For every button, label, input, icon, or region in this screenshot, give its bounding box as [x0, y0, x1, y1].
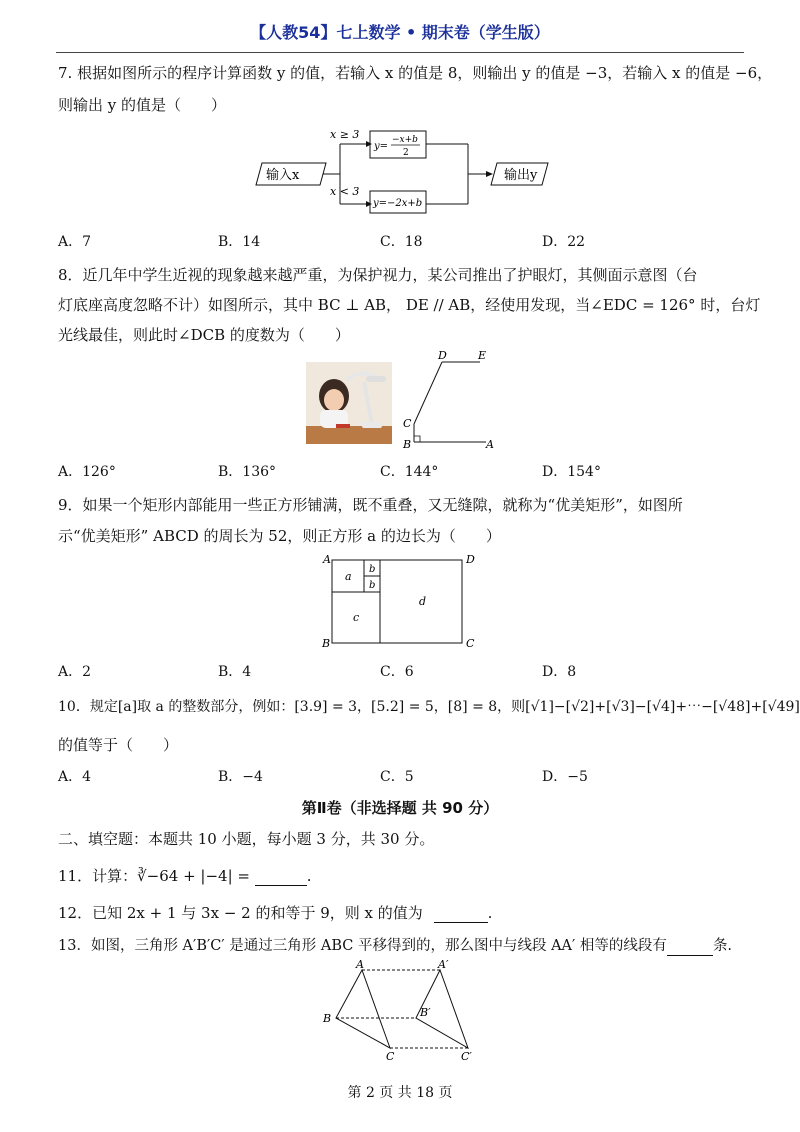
q10-option-c[interactable]: C．5 — [380, 769, 414, 785]
q8-text-line1: 8．近几年中学生近视的现象越来越严重，为保护视力，某公司推出了护眼灯，其侧面示意图（台 — [58, 266, 698, 284]
q9-square-d: d — [419, 595, 427, 608]
q8-option-a[interactable]: A．126° — [58, 464, 116, 480]
q13-answer-blank[interactable] — [667, 939, 713, 956]
page-footer: 第 2 页 共 18 页 — [347, 1085, 453, 1101]
q9-rectangle-diagram — [316, 551, 488, 653]
q9-square-b2: b — [369, 580, 376, 591]
q12-answer-blank[interactable] — [434, 906, 488, 923]
flow-cond-bottom: x < 3 — [330, 185, 360, 198]
q11-text: 11．计算：∛−64 + |−4| = — [58, 867, 250, 885]
flow-input-label: 输入x — [266, 168, 300, 183]
q7-option-c[interactable]: C．18 — [380, 234, 423, 250]
q8-label-b: B — [403, 438, 412, 451]
q11-end: . — [306, 867, 312, 885]
page-header: 【人教54】七上数学 • 期末卷（学生版） — [250, 23, 550, 42]
q8-option-d[interactable]: D．154° — [542, 464, 601, 480]
q13-label-c-prime: C′ — [461, 1050, 472, 1063]
flow-bottom-formula: y=−2x+b — [373, 198, 423, 209]
q7-text-line2: 则输出 y 的值是（ ） — [58, 96, 227, 114]
flow-top-y: y= — [374, 141, 389, 152]
q7-option-b[interactable]: B．14 — [218, 234, 261, 250]
q10-text-line1: 10．规定[a]取 a 的整数部分，例如：[3.9] = 3，[5.2] = 5，[8] = 8，则[√1]−[√2]+[√3]−[√4]+⋯−[√48]+[√49] — [58, 699, 800, 715]
q7-option-d[interactable]: D．22 — [542, 234, 586, 250]
section2-title: 第Ⅱ卷（非选择题 共 90 分） — [301, 799, 499, 817]
q9-label-d: D — [466, 553, 475, 566]
q13-text: 13．如图，三角形 A′B′C′ 是通过三角形 ABC 平移得到的，那么图中与线段 AA′ 相等的线段有 — [58, 938, 667, 954]
q13-label-b: B — [323, 1012, 332, 1025]
q9-text-line1: 9．如果一个矩形内部能用一些正方形铺满，既不重叠，又无缝隙，就称为“优美矩形”，如图所 — [58, 496, 683, 514]
q9-label-a: A — [323, 553, 331, 566]
q8-label-a: A — [486, 438, 494, 451]
q8-label-c: C — [403, 417, 412, 430]
q12-text: 12．已知 2x + 1 与 3x − 2 的和等于 9，则 x 的值为 — [58, 904, 423, 922]
q13-label-a: A — [356, 958, 364, 971]
q9-square-c: c — [353, 611, 360, 624]
q8-lamp-diagram — [398, 348, 508, 452]
flow-output-label: 输出y — [504, 168, 538, 183]
q8-text-line2: 灯底座高度忽略不计）如图所示，其中 BC ⊥ AB， DE // AB，经使用发现，当∠EDC = 126° 时，台灯 — [58, 296, 761, 314]
q13-label-c: C — [386, 1050, 395, 1063]
flow-cond-top: x ≥ 3 — [330, 128, 360, 141]
q9-square-a: a — [345, 570, 352, 583]
q8-option-c[interactable]: C．144° — [380, 464, 439, 480]
q9-label-b: B — [322, 637, 331, 650]
section2-intro: 二、填空题：本题共 10 小题，每小题 3 分，共 30 分。 — [58, 830, 435, 848]
q9-option-c[interactable]: C．6 — [380, 664, 414, 680]
q9-option-a[interactable]: A．2 — [58, 664, 92, 680]
q11-answer-blank[interactable] — [255, 869, 307, 886]
q12-line — [58, 903, 492, 923]
flow-top-denominator: 2 — [403, 148, 409, 158]
q8-label-d: D — [438, 349, 447, 362]
flow-top-numerator: −x+b — [392, 135, 418, 145]
desk-lamp-photo — [306, 362, 392, 444]
q13-label-b-prime: B′ — [420, 1006, 431, 1019]
q10-option-a[interactable]: A．4 — [58, 769, 92, 785]
q13-translation-diagram — [318, 956, 486, 1064]
q13-end: 条. — [712, 938, 733, 954]
q9-label-c: C — [466, 637, 475, 650]
q9-square-b1: b — [369, 564, 376, 575]
q7-option-a[interactable]: A．7 — [58, 234, 92, 250]
q8-text-line3: 光线最佳，则此时∠DCB 的度数为（ ） — [58, 326, 350, 344]
q8-option-b[interactable]: B．136° — [218, 464, 277, 480]
q8-label-e: E — [478, 349, 487, 362]
q10-text-line2: 的值等于（ ） — [58, 736, 179, 754]
q10-option-d[interactable]: D．−5 — [542, 769, 588, 785]
q10-option-b[interactable]: B．−4 — [218, 769, 263, 785]
q12-end: . — [487, 904, 493, 922]
q9-option-d[interactable]: D．8 — [542, 664, 577, 680]
q13-label-a-prime: A′ — [438, 958, 449, 971]
q13-line — [58, 936, 732, 956]
q7-flowchart — [250, 125, 550, 225]
q11-line — [58, 866, 312, 886]
q7-text-line1: 7. 根据如图所示的程序计算函数 y 的值，若输入 x 的值是 8，则输出 y 的值是 −3，若输入 x 的值是 −6， — [58, 64, 773, 82]
q9-text-line2: 示“优美矩形” ABCD 的周长为 52，则正方形 a 的边长为（ ） — [58, 527, 501, 545]
header-divider — [56, 52, 744, 53]
q9-option-b[interactable]: B．4 — [218, 664, 252, 680]
